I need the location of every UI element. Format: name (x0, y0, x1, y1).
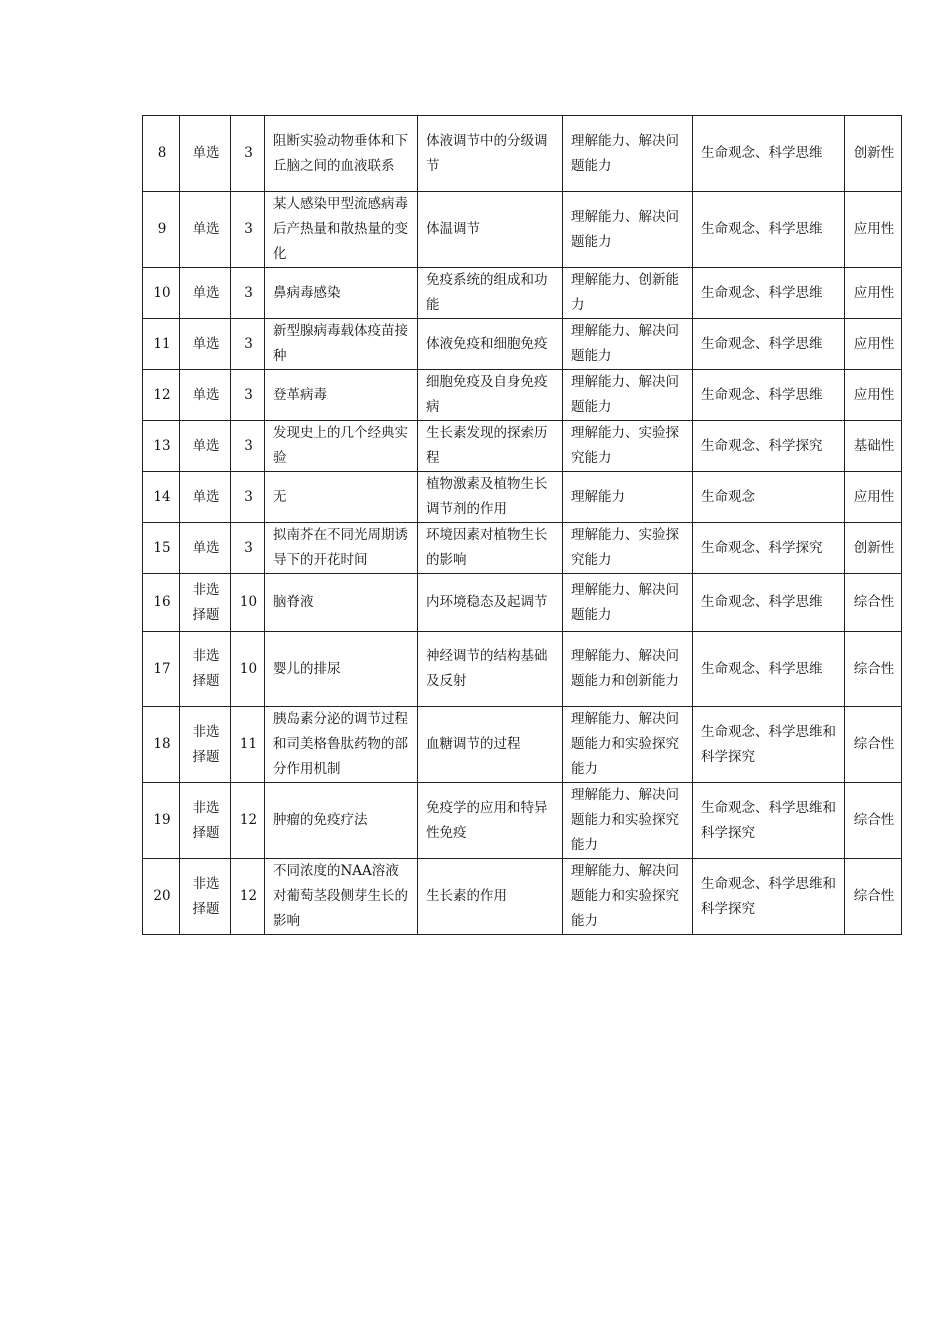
question-score: 12 (231, 859, 265, 935)
core-literacy: 生命观念 (693, 472, 845, 523)
question-characteristic: 创新性 (845, 116, 902, 192)
question-characteristic: 基础性 (845, 421, 902, 472)
question-type: 单选 (180, 268, 231, 319)
question-score: 3 (231, 370, 265, 421)
core-literacy: 生命观念、科学思维和科学探究 (693, 783, 845, 859)
question-type: 单选 (180, 421, 231, 472)
question-number: 19 (143, 783, 180, 859)
table-row (143, 421, 902, 472)
question-number: 13 (143, 421, 180, 472)
core-literacy: 生命观念、科学思维 (693, 116, 845, 192)
question-type: 非选择题 (180, 783, 231, 859)
question-score: 3 (231, 116, 265, 192)
core-literacy: 生命观念、科学思维 (693, 319, 845, 370)
ability-requirement: 理解能力、创新能力 (563, 268, 693, 319)
question-score: 10 (231, 574, 265, 632)
table-row (143, 574, 902, 632)
ability-requirement: 理解能力、解决问题能力和创新能力 (563, 632, 693, 707)
question-number: 9 (143, 192, 180, 268)
question-score: 3 (231, 192, 265, 268)
core-literacy: 生命观念、科学思维 (693, 268, 845, 319)
table-row (143, 116, 902, 192)
question-score: 3 (231, 472, 265, 523)
question-type: 单选 (180, 319, 231, 370)
knowledge-topic: 免疫系统的组成和功能 (418, 268, 563, 319)
knowledge-topic: 体液免疫和细胞免疫 (418, 319, 563, 370)
question-context: 阻断实验动物垂体和下丘脑之间的血液联系 (265, 116, 418, 192)
question-characteristic: 应用性 (845, 472, 902, 523)
question-type: 非选择题 (180, 574, 231, 632)
ability-requirement: 理解能力、解决问题能力 (563, 192, 693, 268)
question-number: 12 (143, 370, 180, 421)
ability-requirement: 理解能力、解决问题能力 (563, 574, 693, 632)
table-row (143, 859, 902, 935)
question-type: 单选 (180, 523, 231, 574)
question-number: 18 (143, 707, 180, 783)
question-characteristic: 应用性 (845, 370, 902, 421)
knowledge-topic: 生长素的作用 (418, 859, 563, 935)
core-literacy: 生命观念、科学思维 (693, 574, 845, 632)
table-row (143, 192, 902, 268)
question-score: 3 (231, 523, 265, 574)
ability-requirement: 理解能力、实验探究能力 (563, 523, 693, 574)
question-score: 10 (231, 632, 265, 707)
knowledge-topic: 免疫学的应用和特异性免疫 (418, 783, 563, 859)
knowledge-topic: 内环境稳态及起调节 (418, 574, 563, 632)
exam-specification-table (142, 115, 902, 935)
question-number: 8 (143, 116, 180, 192)
question-score: 11 (231, 707, 265, 783)
table-row (143, 319, 902, 370)
question-context: 婴儿的排尿 (265, 632, 418, 707)
knowledge-topic: 体温调节 (418, 192, 563, 268)
knowledge-topic: 体液调节中的分级调节 (418, 116, 563, 192)
question-type: 非选择题 (180, 859, 231, 935)
question-characteristic: 综合性 (845, 707, 902, 783)
table-row (143, 370, 902, 421)
question-context: 鼻病毒感染 (265, 268, 418, 319)
core-literacy: 生命观念、科学思维和科学探究 (693, 859, 845, 935)
question-type: 非选择题 (180, 632, 231, 707)
table-row (143, 783, 902, 859)
question-context: 无 (265, 472, 418, 523)
question-type: 单选 (180, 192, 231, 268)
question-number: 14 (143, 472, 180, 523)
knowledge-topic: 生长素发现的探索历程 (418, 421, 563, 472)
question-number: 20 (143, 859, 180, 935)
question-characteristic: 综合性 (845, 574, 902, 632)
question-characteristic: 应用性 (845, 192, 902, 268)
question-score: 3 (231, 421, 265, 472)
question-type: 单选 (180, 116, 231, 192)
ability-requirement: 理解能力、解决问题能力和实验探究能力 (563, 783, 693, 859)
knowledge-topic: 血糖调节的过程 (418, 707, 563, 783)
question-characteristic: 应用性 (845, 319, 902, 370)
question-context: 发现史上的几个经典实验 (265, 421, 418, 472)
ability-requirement: 理解能力、解决问题能力和实验探究能力 (563, 859, 693, 935)
question-characteristic: 创新性 (845, 523, 902, 574)
table-row (143, 268, 902, 319)
question-score: 12 (231, 783, 265, 859)
question-score: 3 (231, 319, 265, 370)
question-context: 登革病毒 (265, 370, 418, 421)
question-type: 单选 (180, 370, 231, 421)
ability-requirement: 理解能力、解决问题能力 (563, 116, 693, 192)
question-number: 17 (143, 632, 180, 707)
question-type: 非选择题 (180, 707, 231, 783)
core-literacy: 生命观念、科学探究 (693, 523, 845, 574)
question-characteristic: 综合性 (845, 632, 902, 707)
knowledge-topic: 神经调节的结构基础及反射 (418, 632, 563, 707)
question-context: 胰岛素分泌的调节过程和司美格鲁肽药物的部分作用机制 (265, 707, 418, 783)
table-row (143, 707, 902, 783)
core-literacy: 生命观念、科学思维和科学探究 (693, 707, 845, 783)
question-number: 16 (143, 574, 180, 632)
question-context: 某人感染甲型流感病毒后产热量和散热量的变化 (265, 192, 418, 268)
knowledge-topic: 植物激素及植物生长调节剂的作用 (418, 472, 563, 523)
question-characteristic: 应用性 (845, 268, 902, 319)
ability-requirement: 理解能力 (563, 472, 693, 523)
table-row (143, 632, 902, 707)
question-context: 拟南芥在不同光周期诱导下的开花时间 (265, 523, 418, 574)
question-characteristic: 综合性 (845, 859, 902, 935)
question-number: 15 (143, 523, 180, 574)
ability-requirement: 理解能力、解决问题能力 (563, 319, 693, 370)
ability-requirement: 理解能力、解决问题能力 (563, 370, 693, 421)
core-literacy: 生命观念、科学思维 (693, 370, 845, 421)
core-literacy: 生命观念、科学思维 (693, 192, 845, 268)
question-context: 脑脊液 (265, 574, 418, 632)
question-type: 单选 (180, 472, 231, 523)
core-literacy: 生命观念、科学思维 (693, 632, 845, 707)
table-row (143, 523, 902, 574)
table-row (143, 472, 902, 523)
question-context: 不同浓度的NAA溶液对葡萄茎段侧芽生长的影响 (265, 859, 418, 935)
ability-requirement: 理解能力、解决问题能力和实验探究能力 (563, 707, 693, 783)
core-literacy: 生命观念、科学探究 (693, 421, 845, 472)
question-context: 肿瘤的免疫疗法 (265, 783, 418, 859)
ability-requirement: 理解能力、实验探究能力 (563, 421, 693, 472)
knowledge-topic: 环境因素对植物生长的影响 (418, 523, 563, 574)
question-score: 3 (231, 268, 265, 319)
question-number: 11 (143, 319, 180, 370)
knowledge-topic: 细胞免疫及自身免疫病 (418, 370, 563, 421)
question-number: 10 (143, 268, 180, 319)
question-characteristic: 综合性 (845, 783, 902, 859)
question-context: 新型腺病毒载体疫苗接种 (265, 319, 418, 370)
